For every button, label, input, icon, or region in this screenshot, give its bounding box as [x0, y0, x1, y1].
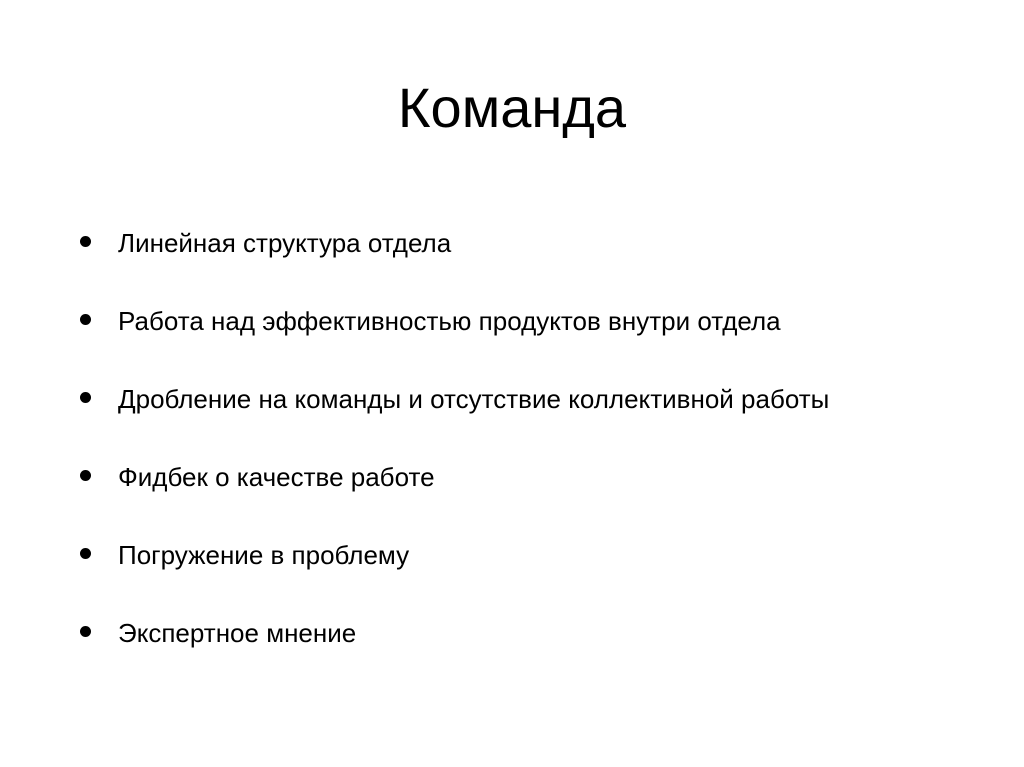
bullet-item — [76, 360, 829, 438]
bullet-list — [76, 204, 829, 672]
bullet-text: Работа над эффективностью продуктов внутри отдела — [118, 306, 781, 336]
bullet-text: Экспертное мнение — [118, 618, 357, 648]
bullet-dot-icon — [80, 548, 91, 559]
bullet-item — [76, 594, 829, 672]
bullet-item — [76, 204, 829, 282]
bullet-item — [76, 516, 829, 594]
bullet-dot-icon — [80, 314, 91, 325]
bullet-item — [76, 282, 829, 360]
bullet-dot-icon — [80, 470, 91, 481]
bullet-text: Дробление на команды и отсутствие коллективной работы — [118, 384, 830, 414]
slide-title: Команда — [397, 76, 627, 139]
bullet-text: Погружение в проблему — [118, 540, 410, 570]
bullet-text: Линейная структура отдела — [118, 228, 452, 258]
bullet-text: Фидбек о качестве работе — [118, 462, 435, 492]
bullet-item — [76, 438, 829, 516]
bullet-dot-icon — [80, 392, 91, 403]
bullet-dot-icon — [80, 626, 91, 637]
bullet-dot-icon — [80, 236, 91, 247]
